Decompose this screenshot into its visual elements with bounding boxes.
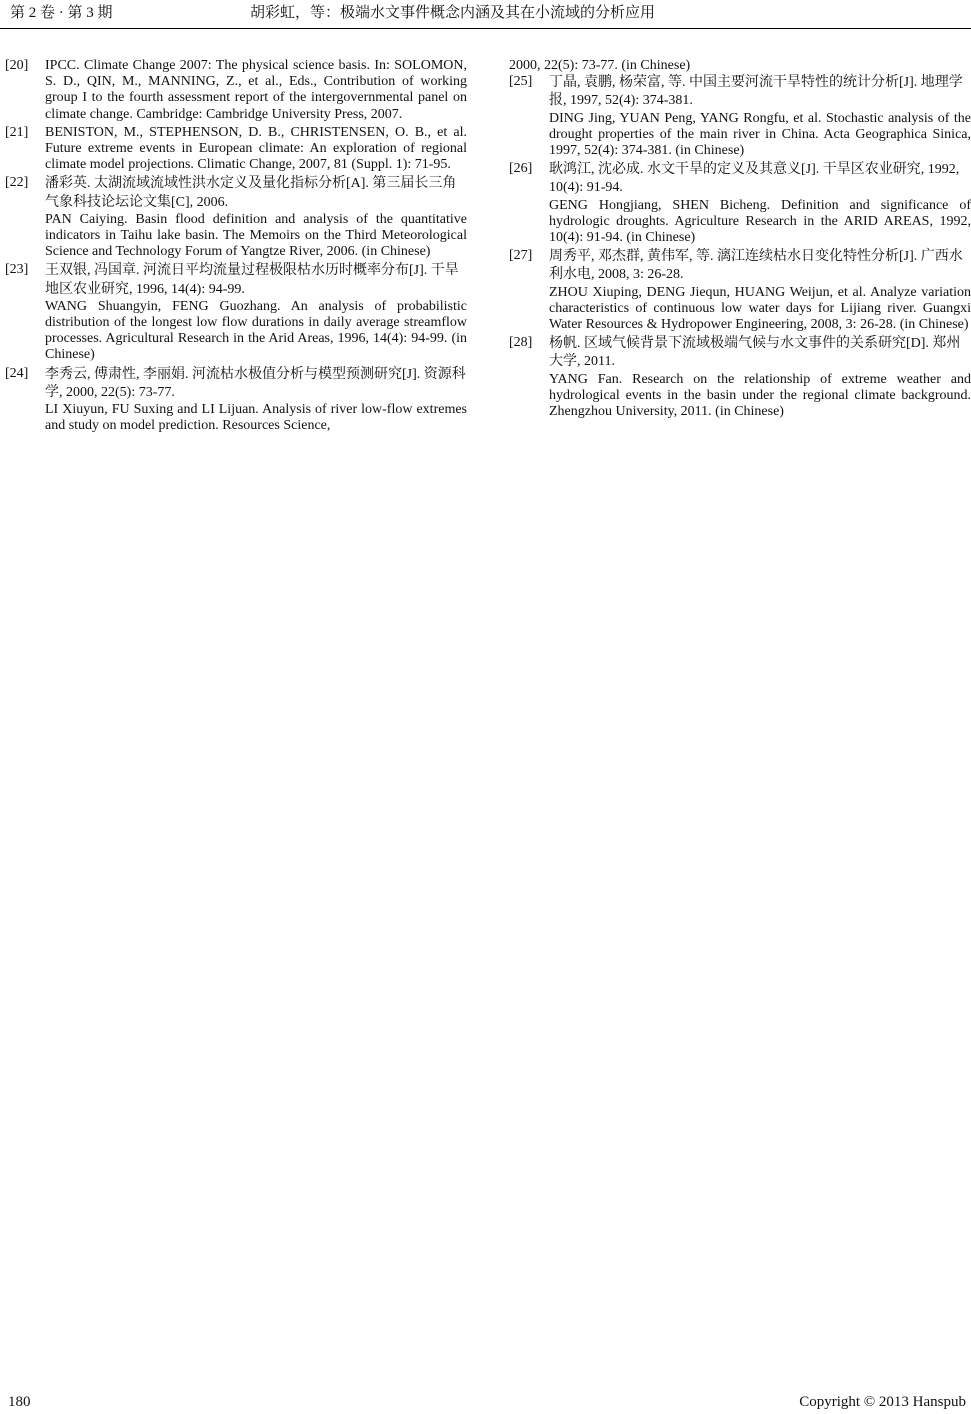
reference-item <box>509 161 971 246</box>
reference-text-cn: 王双银, 冯国章. 河流日平均流量过程极限枯水历时概率分布[J]. 干旱地区农业研究, 1996, 14(4): 94-99. <box>45 263 459 297</box>
reference-text-cn: 丁晶, 袁鹏, 杨荣富, 等. 中国主要河流干旱特性的统计分析[J]. 地理学报, 1997, 52(4): 374-381. <box>549 75 963 109</box>
page-number: 180 <box>8 1394 31 1410</box>
reference-text-cn: 李秀云, 傅肃性, 李丽娟. 河流枯水极值分析与模型预测研究[J]. 资源科学, 2000, 22(5): 73-77. <box>45 366 466 400</box>
reference-text-cn: 耿鸿江, 沈必成. 水文干旱的定义及其意义[J]. 干旱区农业研究, 1992, 10(4): 91-94. <box>549 162 960 196</box>
reference-text-en: YANG Fan. Research on the relationship of extreme weather and hydrological events in the basin under the regional climate background. Zhengzhou University, 2011. (in Chinese) <box>549 371 971 420</box>
volume-issue: 第 2 卷 · 第 3 期 <box>10 5 113 21</box>
reference-text-en: BENISTON, M., STEPHENSON, D. B., CHRISTENSEN, O. B., et al. Future extreme events in European climate: An exploration of regional climate model projections. Climatic Change, 2007, 81 (Suppl. 1): 71-95. <box>45 124 467 173</box>
reference-number: [27] <box>509 248 533 264</box>
reference-item <box>5 125 467 174</box>
reference-item <box>509 74 971 159</box>
reference-text-cn: 杨帆. 区域气候背景下流域极端气候与水文事件的关系研究[D]. 郑州大学, 2011. <box>549 336 961 370</box>
reference-item <box>5 58 467 123</box>
reference-item <box>509 335 971 420</box>
reference-text-en: IPCC. Climate Change 2007: The physical science basis. In: SOLOMON, S. D., QIN, M., MANNING, Z., et al., Eds., Contribution of working group I to the fourth assessment report of the intergovernmental panel on climate change. Cambridge: Cambridge University Press, 2007. <box>45 58 467 122</box>
reference-text-en: LI Xiuyun, FU Suxing and LI Lijuan. Analysis of river low-flow extremes and study on model prediction. Resources Science, <box>45 402 467 434</box>
reference-item <box>509 248 971 333</box>
reference-text-en: DING Jing, YUAN Peng, YANG Rongfu, et al. Stochastic analysis of the drought properties of the main river in China. Acta Geographica Sinica, 1997, 52(4): 374-381. (in Chinese) <box>549 110 971 159</box>
reference-number: [25] <box>509 74 533 90</box>
reference-column-left <box>5 58 467 436</box>
reference-number: [28] <box>509 335 533 351</box>
running-title: 胡彩虹，等：极端水文事件概念内涵及其在小流域的分析应用 <box>250 5 656 21</box>
reference-text-en: GENG Hongjiang, SHEN Bicheng. Definition and significance of hydrologic droughts. Agriculture Research in the ARID AREAS, 1992, 10(4): 91-94. (in Chinese) <box>549 197 971 246</box>
reference-text-en: WANG Shuangyin, FENG Guozhang. An analysis of probabilistic distribution of the longest low flow durations in daily average streamflow processes. Agricultural Research in the Arid Areas, 1996, 14(4): 94-99. (in Chinese) <box>45 298 467 363</box>
reference-text-cn: 周秀平, 邓杰群, 黄伟军, 等. 漓江连续枯水日变化特性分析[J]. 广西水利水电, 2008, 3: 26-28. <box>549 249 963 283</box>
reference-number: [24] <box>5 365 29 381</box>
reference-item <box>5 366 467 435</box>
reference-text-en: PAN Caiying. Basin flood definition and analysis of the quantitative indicators in Taihu lake basin. The Memoirs on the Third Meteorological Science and Technology Forum of Yangtze River, 2006. (in Chinese) <box>45 211 467 260</box>
reference-item <box>5 262 467 363</box>
reference-item <box>5 175 467 260</box>
reference-number: [22] <box>5 175 29 191</box>
reference-number: [23] <box>5 262 29 278</box>
reference-number: [21] <box>5 124 29 140</box>
copyright-notice: Copyright © 2013 Hanspub <box>799 1394 966 1410</box>
reference-number: [26] <box>509 161 533 177</box>
running-header <box>0 0 971 29</box>
reference-continuation: 2000, 22(5): 73-77. (in Chinese) <box>509 58 691 73</box>
reference-number: [20] <box>5 58 29 73</box>
reference-column-right <box>509 58 971 422</box>
reference-text-cn: 潘彩英. 太湖流域流域性洪水定义及量化指标分析[A]. 第三届长三角气象科技论坛论文集[C], 2006. <box>45 176 457 210</box>
reference-text-en: ZHOU Xiuping, DENG Jiequn, HUANG Weijun, et al. Analyze variation characteristics of continuous low water days for Lijiang river. Guangxi Water Resources & Hydropower Engineering, 2008, 3: 26-28. (in Chinese) <box>549 284 971 333</box>
